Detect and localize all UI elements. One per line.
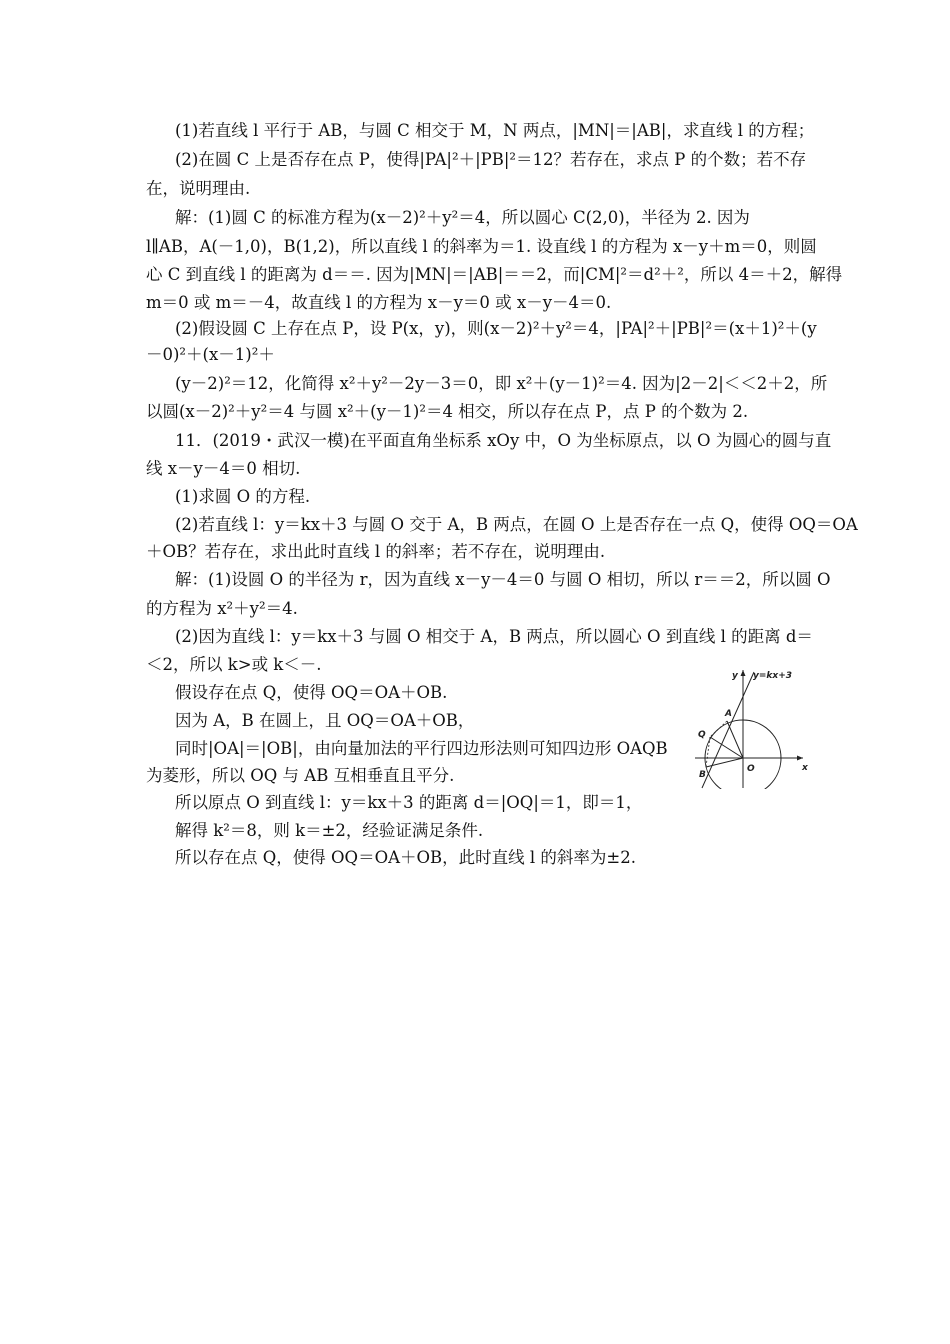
- text-line: (2)若直线 l：y＝kx＋3 与圆 O 交于 A，B 两点，在圆 O 上是否存在一点 Q，使得 OQ＝OA: [175, 515, 858, 534]
- text-line: l∥AB，A(－1,0)，B(1,2)，所以直线 l 的斜率为＝1. 设直线 l 的方程为 x－y＋m＝0，则圆: [146, 237, 817, 256]
- point-a-label: A: [725, 709, 732, 719]
- segment-ob: [706, 758, 743, 767]
- x-arrow-icon: [797, 756, 803, 761]
- text-line: 假设存在点 Q，使得 OQ＝OA＋OB.: [175, 683, 448, 702]
- text-line: 因为 A，B 在圆上，且 OQ＝OA＋OB，: [175, 711, 475, 730]
- text-line: 所以存在点 Q，使得 OQ＝OA＋OB，此时直线 l 的斜率为±2.: [175, 848, 637, 867]
- x-axis-label: x: [802, 763, 808, 773]
- text-line: ＋OB？若存在，求出此时直线 l 的斜率；若不存在，说明理由.: [146, 542, 606, 561]
- text-line: 同时|OA|＝|OB|，由向量加法的平行四边形法则可知四边形 OAQB: [175, 739, 668, 758]
- segment-qb: [706, 737, 710, 767]
- text-line: 的方程为 x²＋y²＝4.: [146, 599, 298, 618]
- text-line: m＝0 或 m＝－4，故直线 l 的方程为 x－y＝0 或 x－y－4＝0.: [146, 293, 612, 312]
- text-line: 所以原点 O 到直线 l：y＝kx＋3 的距离 d＝|OQ|＝1，即＝1，: [175, 793, 643, 812]
- text-line: 解：(1)设圆 O 的半径为 r，因为直线 x－y－4＝0 与圆 O 相切，所以 r＝＝2，所以圆 O: [175, 570, 831, 589]
- text-line: 心 C 到直线 l 的距离为 d＝＝. 因为|MN|＝|AB|＝＝2，而|CM|²＝d²＋²，所以 4＝＋2，解得: [146, 265, 843, 284]
- line-equation-label: y=kx+3: [753, 671, 793, 681]
- text-line: (2)在圆 C 上是否存在点 P，使得|PA|²＋|PB|²＝12？若存在，求点 P 的个数；若不存: [175, 150, 807, 169]
- circle-diagram: [690, 664, 810, 789]
- text-line: 在，说明理由.: [146, 179, 251, 198]
- y-axis-label: y: [732, 671, 738, 681]
- text-line: 为菱形，所以 OQ 与 AB 互相垂直且平分.: [146, 766, 455, 785]
- text-line: (2)假设圆 C 上存在点 P，设 P(x，y)，则(x－2)²＋y²＝4，|PA|²＋|PB|²＝(x＋1)²＋(y: [175, 319, 817, 338]
- text-line: 线 x－y－4＝0 相切.: [146, 459, 301, 478]
- geometry-figure: [690, 664, 810, 789]
- text-line: 以圆(x－2)²＋y²＝4 与圆 x²＋(y－1)²＝4 相交，所以存在点 P，点 P 的个数为 2.: [146, 402, 749, 421]
- text-line: ＜2，所以 k>或 k＜－.: [146, 655, 322, 674]
- text-line: 解得 k²＝8，则 k＝±2，经验证满足条件.: [175, 821, 484, 840]
- text-line: (y－2)²＝12，化简得 x²＋y²－2y－3＝0，即 x²＋(y－1)²＝4. 因为|2－2|＜＜2＋2，所: [175, 374, 828, 393]
- text-line: 解：(1)圆 C 的标准方程为(x－2)²＋y²＝4，所以圆心 C(2,0)，半径为 2. 因为: [175, 208, 750, 227]
- point-o-label: O: [747, 764, 755, 774]
- text-line: (1)若直线 l 平行于 AB，与圆 C 相交于 M，N 两点，|MN|＝|AB|，求直线 l 的方程；: [175, 121, 815, 140]
- point-b-label: B: [699, 770, 706, 780]
- y-arrow-icon: [741, 670, 746, 676]
- text-line: (1)求圆 O 的方程.: [175, 487, 311, 506]
- text-line: (2)因为直线 l：y＝kx＋3 与圆 O 相交于 A，B 两点，所以圆心 O 到直线 l 的距离 d＝: [175, 627, 813, 646]
- point-q-label: Q: [698, 730, 706, 740]
- text-line: 11．(2019・武汉一模)在平面直角坐标系 xOy 中，O 为坐标原点，以 O 为圆心的圆与直: [175, 431, 832, 450]
- text-line: －0)²＋(x－1)²＋: [146, 345, 275, 364]
